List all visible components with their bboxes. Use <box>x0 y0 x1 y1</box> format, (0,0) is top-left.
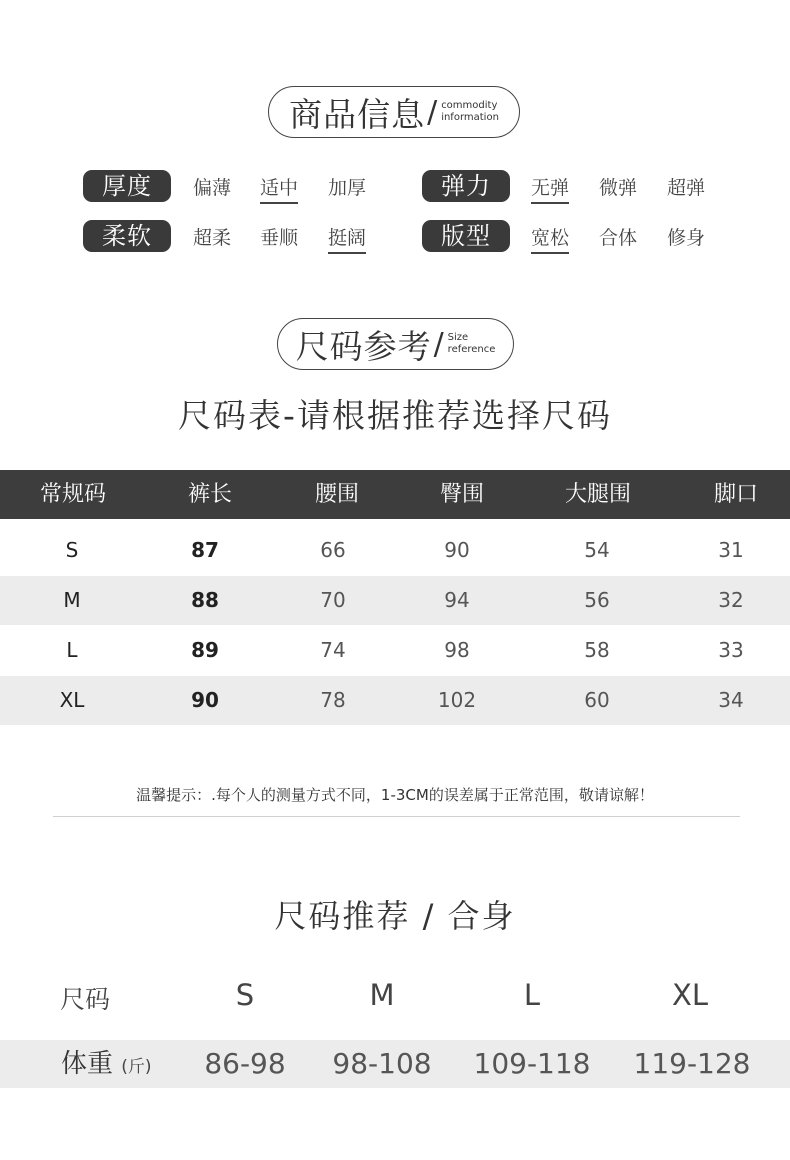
cell-thigh: 54 <box>584 538 610 562</box>
cell-hip: 94 <box>444 588 470 612</box>
option-thick: 加厚 <box>328 177 367 199</box>
cell-length: 88 <box>191 588 219 612</box>
size-reference-title: 尺码参考 <box>295 326 432 366</box>
size-table-title: 尺码表-请根据推荐选择尺码 <box>178 396 612 435</box>
cell-hip: 102 <box>437 688 477 712</box>
rec-size-xl: XL <box>671 978 709 1012</box>
cell-size: L <box>66 638 78 662</box>
weight-xl: 119-128 <box>633 1047 751 1080</box>
option-super-stretch: 超弹 <box>667 177 706 199</box>
option-super-soft: 超柔 <box>193 227 232 249</box>
table-row <box>0 576 790 625</box>
cell-hip: 98 <box>444 638 470 662</box>
cell-thigh: 58 <box>584 638 610 662</box>
commodity-info-badge <box>268 86 520 138</box>
tag-thickness: 厚度 <box>83 170 171 202</box>
cell-waist: 66 <box>320 538 346 562</box>
cell-thigh: 60 <box>584 688 610 712</box>
weight-s: 86-98 <box>204 1047 286 1080</box>
cell-hip: 90 <box>444 538 470 562</box>
option-loose-selected: 宽松 <box>531 225 569 254</box>
option-medium-selected: 适中 <box>260 175 298 204</box>
table-row <box>0 676 790 725</box>
header-length: 裤长 <box>187 482 232 507</box>
rec-size-m: M <box>369 978 395 1012</box>
option-crisp-selected: 挺阔 <box>328 225 366 254</box>
divider <box>53 816 740 817</box>
option-thin: 偏薄 <box>193 177 232 199</box>
option-drapey: 垂顺 <box>260 227 299 249</box>
option-slim: 修身 <box>667 227 706 249</box>
commodity-slash: / <box>427 94 438 130</box>
size-reference-subtitle-line2: reference <box>447 344 496 355</box>
cell-size: S <box>65 538 79 562</box>
cell-leg-opening: 33 <box>718 638 744 662</box>
cell-length: 89 <box>191 638 219 662</box>
cell-waist: 78 <box>320 688 346 712</box>
weight-l: 109-118 <box>473 1047 591 1080</box>
rec-size-s: S <box>235 978 255 1012</box>
tag-fit: 版型 <box>422 220 510 252</box>
rec-size-l: L <box>523 978 541 1012</box>
recommend-title: 尺码推荐 / 合身 <box>274 897 516 935</box>
size-reference-subtitle <box>448 332 496 356</box>
cell-size: M <box>63 588 81 612</box>
commodity-title: 商品信息 <box>289 94 426 134</box>
header-leg-opening: 脚口 <box>713 482 758 507</box>
option-slight-stretch: 微弹 <box>599 177 638 199</box>
commodity-subtitle <box>441 100 499 124</box>
header-waist: 腰围 <box>314 482 359 507</box>
cell-size: XL <box>59 688 85 712</box>
header-regular-size: 常规码 <box>39 482 106 507</box>
cell-length: 87 <box>191 538 219 562</box>
table-row <box>0 626 790 675</box>
tag-elasticity: 弹力 <box>422 170 510 202</box>
cell-waist: 70 <box>320 588 346 612</box>
weight-m: 98-108 <box>332 1047 432 1080</box>
size-table-header <box>0 470 790 519</box>
option-regular: 合体 <box>599 227 638 249</box>
table-row <box>0 526 790 575</box>
cell-leg-opening: 31 <box>718 538 744 562</box>
size-reference-badge <box>277 318 514 370</box>
header-thigh: 大腿围 <box>564 482 631 507</box>
cell-leg-opening: 34 <box>718 688 744 712</box>
commodity-subtitle-line1: commodity <box>441 100 498 111</box>
header-hip: 臀围 <box>439 482 484 507</box>
commodity-subtitle-line2: information <box>441 112 499 123</box>
weight-unit: (斤) <box>121 1057 152 1077</box>
size-reference-subtitle-line1: Size <box>447 332 469 343</box>
rec-size-label: 尺码 <box>60 985 111 1014</box>
size-reference-slash: / <box>433 326 444 362</box>
cell-length: 90 <box>191 688 219 712</box>
cell-thigh: 56 <box>584 588 610 612</box>
measurement-tip: 温馨提示：.每个人的测量方式不同，1-3CM的误差属于正常范围，敬请谅解！ <box>136 786 654 804</box>
tag-softness: 柔软 <box>83 220 171 252</box>
weight-label <box>61 1040 152 1088</box>
weight-label-text: 体重 <box>61 1049 114 1079</box>
weight-row <box>0 1040 790 1088</box>
cell-leg-opening: 32 <box>718 588 744 612</box>
option-no-stretch-selected: 无弹 <box>531 175 569 204</box>
cell-waist: 74 <box>320 638 346 662</box>
